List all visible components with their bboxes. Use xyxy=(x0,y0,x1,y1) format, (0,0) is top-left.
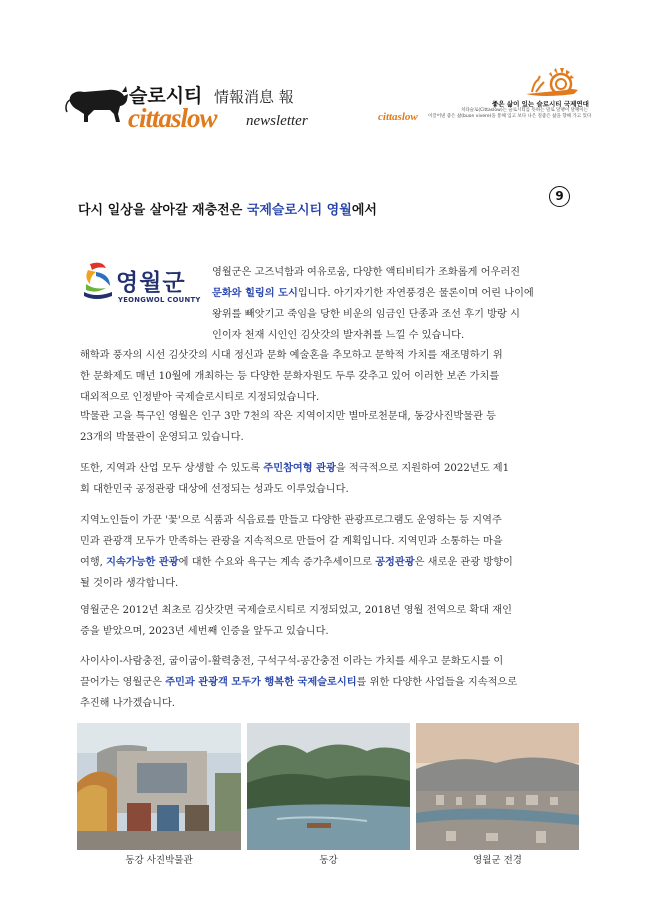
paragraph-culture: 해학과 풍자의 시선 김삿갓의 시대 정신과 문화 예술혼을 추모하고 문학적 가치를 재조명하기 위 한 문화제도 매년 10월에 개최하는 등 다양한 문화자원도 두루 갖추고 있어 이러한 보존 가치를 대외적으로 인정받아 국제슬로시티로 지정되었습니다. xyxy=(80,350,503,403)
brand-newsletter: newsletter xyxy=(246,113,308,129)
page-title: 다시 일상을 살아갈 재충전은 국제슬로시티 영월에서 xyxy=(78,203,377,218)
intro-paragraph xyxy=(212,262,572,346)
paragraph-sustainable: 지역노인들이 가꾼 '꽃'으로 식품과 식음료를 만들고 다양한 관광프로그램도 운영하는 등 지역주 민과 관광객 모두가 만족하는 관광을 지속적으로 만들어 갈 계획입니다. 지역민과 소통하는 마을 여행, 지속가능한 관광에 대한 수요와 욕구는 계속 증가추세이므로 공정관광은 새로운 관광 방향이 될 것이라 생각합니다. xyxy=(80,515,513,589)
photo-caption: 동강 사진박물관 xyxy=(125,855,193,866)
right-description: 치타슬로(Cittaslow)는 슬로시티를 뜻하는 말로 달팽이 달팽이는 이끌어낸 좋은 삶(buon vivere)을 통해 입고 보다 나은 질좋은 삶을 향해 가고 있다 xyxy=(428,108,592,119)
county-english-name: YEONGWOL COUNTY xyxy=(118,296,201,304)
county-emblem-icon xyxy=(80,260,116,304)
county-logo xyxy=(80,260,201,326)
bull-logo-icon xyxy=(64,80,130,126)
issue-number-badge: 9 xyxy=(549,186,570,207)
photo-yeongwol-view xyxy=(416,723,579,850)
snail-logo-icon xyxy=(522,64,582,102)
text-line: 인이자 천재 시인인 김삿갓의 발자취를 느낄 수 있습니다. xyxy=(212,330,465,341)
brand-korean: 슬로시티 xyxy=(129,85,203,107)
brand-cjk-title: 情報消息 報 xyxy=(214,88,294,106)
text-line: 영월군은 고즈넉함과 여유로움, 다양한 액티비티가 조화롭게 어우러진 xyxy=(212,267,521,278)
photo-museum xyxy=(77,723,241,850)
paragraph-museums: 박물관 고을 특구인 영월은 인구 3만 7천의 작은 지역이지만 별마로천문대, 동강사진박물관 등 23개의 박물관이 운영되고 있습니다. xyxy=(80,411,496,443)
county-name: 영월군 xyxy=(116,270,186,296)
right-cittaslow-logo: cittaslow xyxy=(378,111,418,123)
paragraph-vision: 사이사이-사람충전, 굽이굽이-활력충전, 구석구석-공간충전 이라는 가치를 세우고 문화도시를 이 끌어가는 영월군은 주민과 관광객 모두가 행복한 국제슬로시티를 위한 다양한 사업들을 지속적으로 추진해 나가겠습니다. xyxy=(80,656,518,709)
right-tagline: 좋은 삶이 있는 슬로시티 국제연대 xyxy=(492,100,589,108)
photo-donggang-river xyxy=(247,723,410,850)
text-line: 왕위를 빼앗기고 죽임을 당한 비운의 임금인 단종과 조선 후기 방랑 시 xyxy=(212,309,520,320)
brand-cittaslow: cittaslow xyxy=(128,103,217,133)
photo-caption: 동강 xyxy=(319,855,338,866)
paragraph-certification: 영월군은 2012년 최초로 김삿갓면 국제슬로시티로 지정되었고, 2018년 영월 전역으로 확대 재인 증을 받았으며, 2023년 세번째 인증을 앞두고 있습니다. xyxy=(80,605,512,637)
text-line: 문화와 힐링의 도시입니다. 아기자기한 자연풍경은 물론이며 어린 나이에 xyxy=(212,287,534,299)
paragraph-tourism-award: 또한, 지역과 산업 모두 상생할 수 있도록 주민참여형 관광을 적극적으로 지원하여 2022년도 제1 회 대한민국 공정관광 대상에 선정되는 성과도 이루었습니다. xyxy=(80,462,510,495)
photo-caption: 영월군 전경 xyxy=(473,855,522,866)
